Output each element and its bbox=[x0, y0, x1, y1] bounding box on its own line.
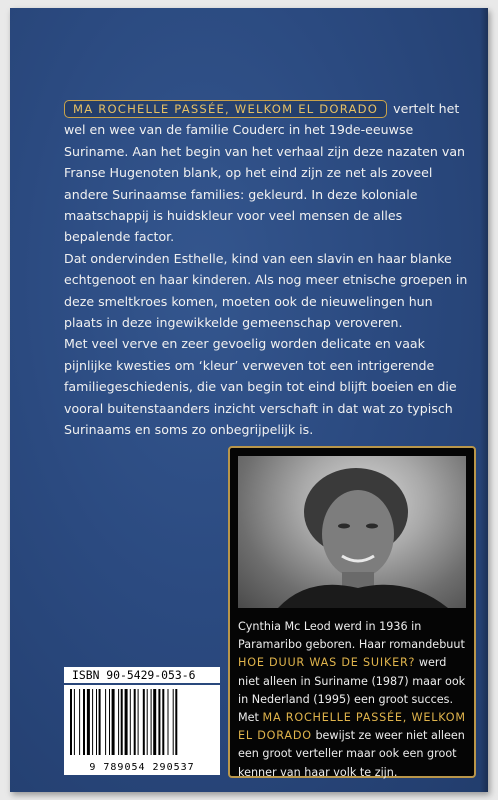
blurb-paragraph-2: Dat ondervinden Esthelle, kind van een slavin en haar blanke echtgenoot en haar kinderen. Als nog meer etnische groepen in deze smeltkroes komen, moeten ook de nieuwelingen hun plaats in deze ingewikkelde gemeenschap veroveren. bbox=[64, 250, 468, 331]
blurb-text bbox=[64, 98, 468, 441]
barcode bbox=[64, 685, 220, 775]
author-photo bbox=[238, 456, 466, 608]
blurb-p1: wel en wee van de familie Couderc in het 19de-eeuwse Suriname. Aan het begin van het verhaal zijn deze nazaten van Franse Hugenoten blank, op het eind zijn ze net als zoveel andere Surinaamse families: gekleurd. In deze koloniale maatschappij is huidskleur voor veel mensen de alles bepalende factor. bbox=[64, 122, 466, 245]
bio-part-1: Cynthia Mc Leod werd in 1936 in Paramaribo geboren. Haar romandebuut bbox=[238, 620, 465, 652]
debut-title: HOE DUUR WAS DE SUIKER? bbox=[238, 656, 416, 670]
author-bio-paragraph-1 bbox=[238, 618, 466, 709]
author-bio-paragraph-2 bbox=[238, 709, 466, 782]
author-box bbox=[228, 446, 476, 778]
blurb-title-after: vertelt het bbox=[393, 101, 460, 116]
book-back-cover bbox=[10, 8, 488, 792]
blurb-paragraph-3: Met veel verve en zeer gevoelig worden delicate en vaak pijnlijke kwesties om ‘kleur’ verweven tot een intrigerende familiegeschiedenis, die van begin tot eind blijft boeien en die vooral buitenstaanders inzicht verschaft in dat wat zo typisch Surinaams en soms zo onbegrijpelijk is. bbox=[64, 336, 457, 438]
barcode-bars bbox=[68, 689, 216, 755]
bio-part-3-post: bewijst ze weer niet alleen een groot verteller maar ook een groot kenner van haar volk te zijn. bbox=[238, 729, 465, 779]
barcode-digits: 9 789054 290537 bbox=[89, 762, 195, 773]
bio-part-3-pre: Met bbox=[238, 711, 259, 725]
bio-part-2: werd niet alleen in Suriname (1987) maar ook in Nederland (1995) een groot succes. bbox=[238, 656, 466, 706]
book-title-badge: MA ROCHELLE PASSÉE, WELKOM EL DORADO bbox=[64, 100, 387, 118]
spine-shadow bbox=[480, 8, 488, 792]
blurb-paragraph-1 bbox=[64, 98, 468, 248]
author-bio bbox=[238, 618, 466, 782]
author-portrait-illustration bbox=[238, 456, 466, 608]
bio-book-title: MA ROCHELLE PASSÉE, WELKOM EL DORADO bbox=[238, 711, 466, 743]
isbn-label: ISBN 90-5429-053-6 bbox=[64, 667, 220, 683]
